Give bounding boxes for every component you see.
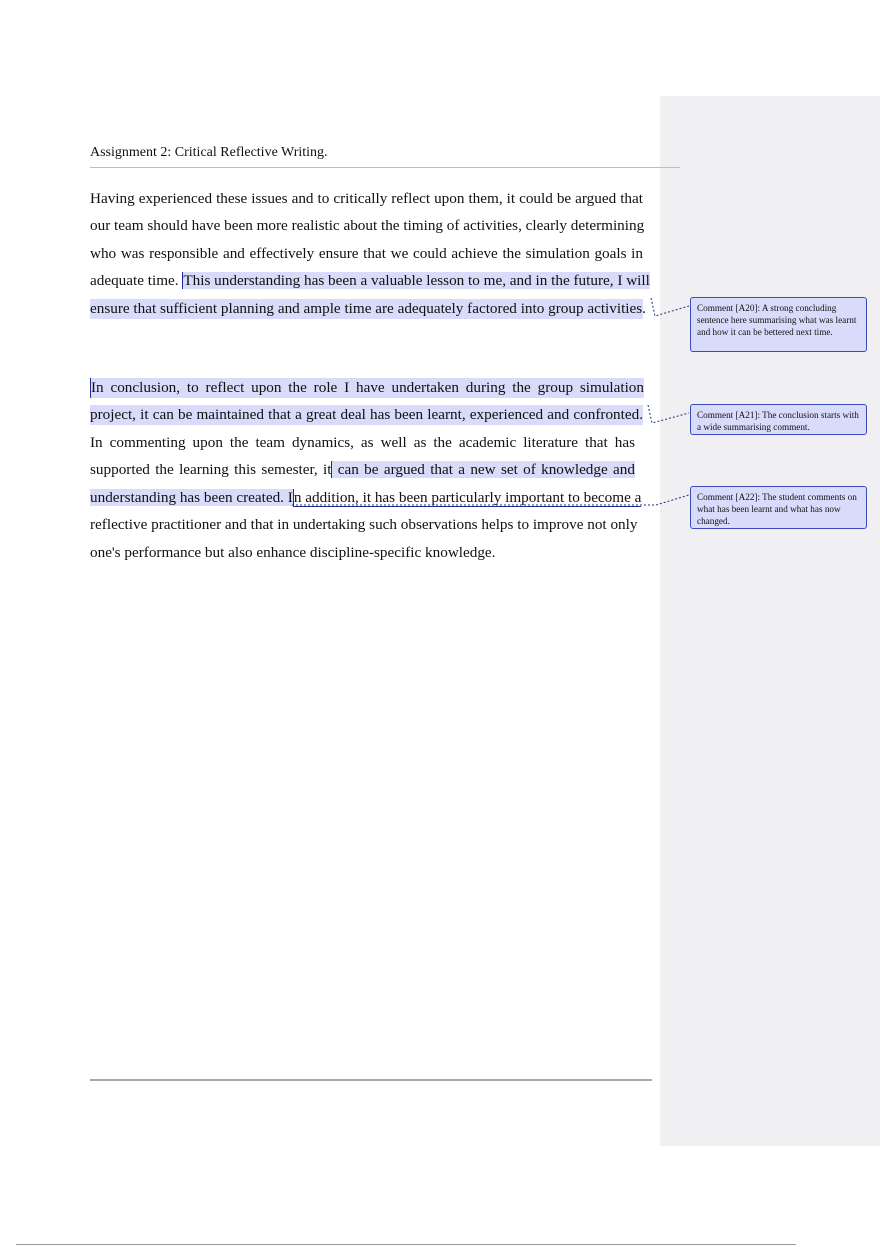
page-header: Assignment 2: Critical Reflective Writing. [90,144,680,168]
plain-text: adequate time. [90,272,183,289]
paragraph-2-line-6: reflective practitioner and that in undertaking such observations helps to improve not only [90,516,638,533]
paragraph-1-line-5[interactable]: ensure that sufficient planning and ample time are adequately factored into group activities. [90,300,646,317]
comment-a21[interactable] [690,404,867,435]
paragraph-1-line-1: Having experienced these issues and to critically reflect upon them, it could be argued that [90,190,643,207]
highlighted-text-a20[interactable]: This understanding has been a valuable lesson to me, and in the future, I will [183,272,650,289]
paragraph-2-line-1[interactable]: In conclusion, to reflect upon the role I have undertaken during the group simulation [91,379,644,396]
paragraph-2-line-4 [90,460,635,480]
paragraph-2-line-5 [90,488,642,508]
comment-label: Comment [A20]: [697,303,762,313]
comment-text: The student comments on what has been learnt and what has now changed. [697,492,857,526]
paragraph-1-line-4 [90,271,650,291]
paragraph-1-line-2: our team should have been more realistic about the timing of activities, clearly determining [90,217,645,234]
paragraph-2-line-3: In commenting upon the team dynamics, as well as the academic literature that has [90,434,635,451]
highlighted-text-a22-end[interactable]: understanding has been created. I [90,489,293,506]
comment-sidebar [660,96,880,1146]
paragraph-2-line-2[interactable]: project, it can be maintained that a great deal has been learnt, experienced and confronted. [90,406,643,423]
plain-text: n addition, it has been particularly important to become a [293,489,642,506]
comment-a22[interactable] [690,486,867,529]
comment-label: Comment [A22]: [697,492,763,502]
comment-text: The conclusion starts with a wide summarising comment. [697,410,859,432]
footer-rule [90,1079,652,1081]
page-bottom-rule [16,1244,796,1245]
plain-text: supported the learning this semester, it [90,461,332,478]
comment-label: Comment [A21]: [697,410,763,420]
highlighted-text-a22[interactable]: can be argued that a new set of knowledge and [332,461,635,478]
paragraph-1-line-3: who was responsible and effectively ensure that we could achieve the simulation goals in [90,245,643,262]
comment-text: A strong concluding sentence here summarising what was learnt and how it can be bettered next time. [697,303,857,337]
comment-a20[interactable] [690,297,867,352]
paragraph-2-line-7: one's performance but also enhance discipline-specific knowledge. [90,544,496,561]
